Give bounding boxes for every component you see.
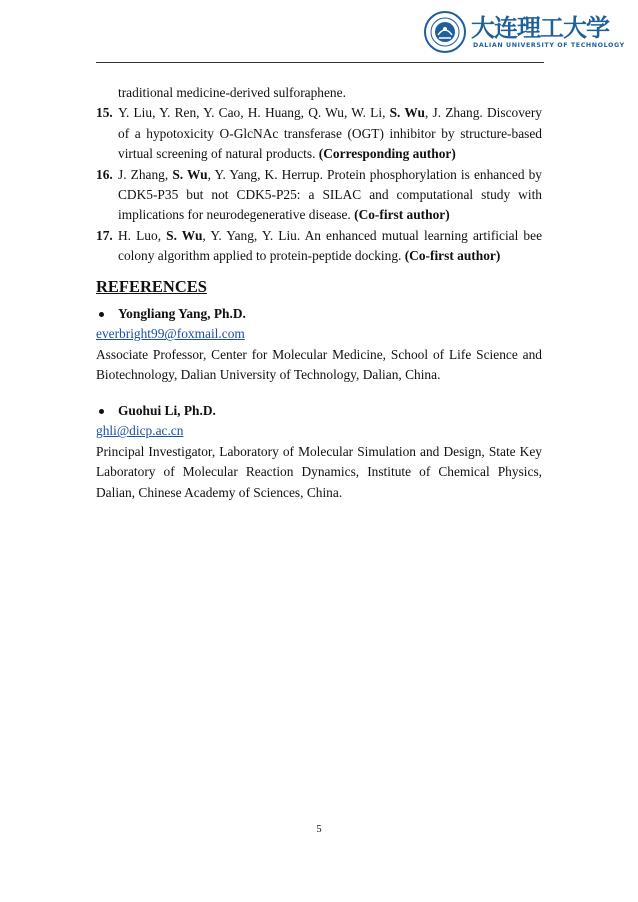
highlighted-author: S. Wu	[389, 105, 425, 121]
author-role-tag: (Co-first author)	[404, 248, 501, 264]
publication-item: 16. J. Zhang, S. Wu, Y. Yang, K. Herrup. Protein phosphorylation is enhanced by CDK5-P35 but not CDK5-P25: a SILAC and computational study with implications for neurodegenerative disease. (Co-first author)	[96, 166, 543, 223]
publication-number: 17.	[96, 227, 113, 243]
reference-email-link[interactable]: ghli@dicp.ac.cn	[96, 423, 184, 439]
university-name-chinese: 大连理工大学	[471, 14, 609, 42]
reference-name: Yongliang Yang, Ph.D.	[96, 304, 542, 324]
reference-name: Guohui Li, Ph.D.	[96, 401, 542, 421]
university-seal-icon	[424, 11, 466, 53]
reference-email-link[interactable]: everbright99@foxmail.com	[96, 326, 245, 342]
reference-contact	[96, 401, 542, 503]
publication-continued: traditional medicine-derived sulforaphene.	[118, 85, 346, 100]
page-number: 5	[316, 824, 322, 835]
publication-number: 16.	[96, 166, 113, 182]
reference-description: Principal Investigator, Laboratory of Molecular Simulation and Design, State Key Laboratory of Molecular Reaction Dynamics, Institute of Chemical Physics, Dalian, Chinese Academy of Sciences, China.	[96, 443, 542, 500]
publication-number: 15.	[96, 105, 113, 121]
highlighted-author: S. Wu	[172, 166, 208, 182]
author-role-tag: (Corresponding author)	[318, 146, 456, 162]
publication-item: 15. Y. Liu, Y. Ren, Y. Cao, H. Huang, Q. Wu, W. Li, S. Wu, J. Zhang. Discovery of a hypotoxicity O‑GlcNAc transferase (OGT) inhibitor by structure-based virtual screening of natural products. (Corresponding author)	[96, 105, 543, 162]
references-heading: REFERENCES	[96, 277, 207, 296]
reference-description: Associate Professor, Center for Molecular Medicine, School of Life Science and Biotechnology, Dalian University of Technology, Dalian, China.	[96, 346, 542, 383]
university-name-english: DALIAN UNIVERSITY OF TECHNOLOGY	[473, 42, 625, 49]
publication-list	[96, 83, 542, 267]
reference-contact	[96, 304, 542, 386]
publication-item: 17. H. Luo, S. Wu, Y. Yang, Y. Liu. An enhanced mutual learning artificial bee colony algorithm applied to protein-peptide docking. (Co-first author)	[96, 227, 543, 264]
header-divider	[96, 62, 544, 63]
highlighted-author: S. Wu	[166, 227, 203, 243]
author-role-tag: (Co-first author)	[354, 207, 450, 223]
